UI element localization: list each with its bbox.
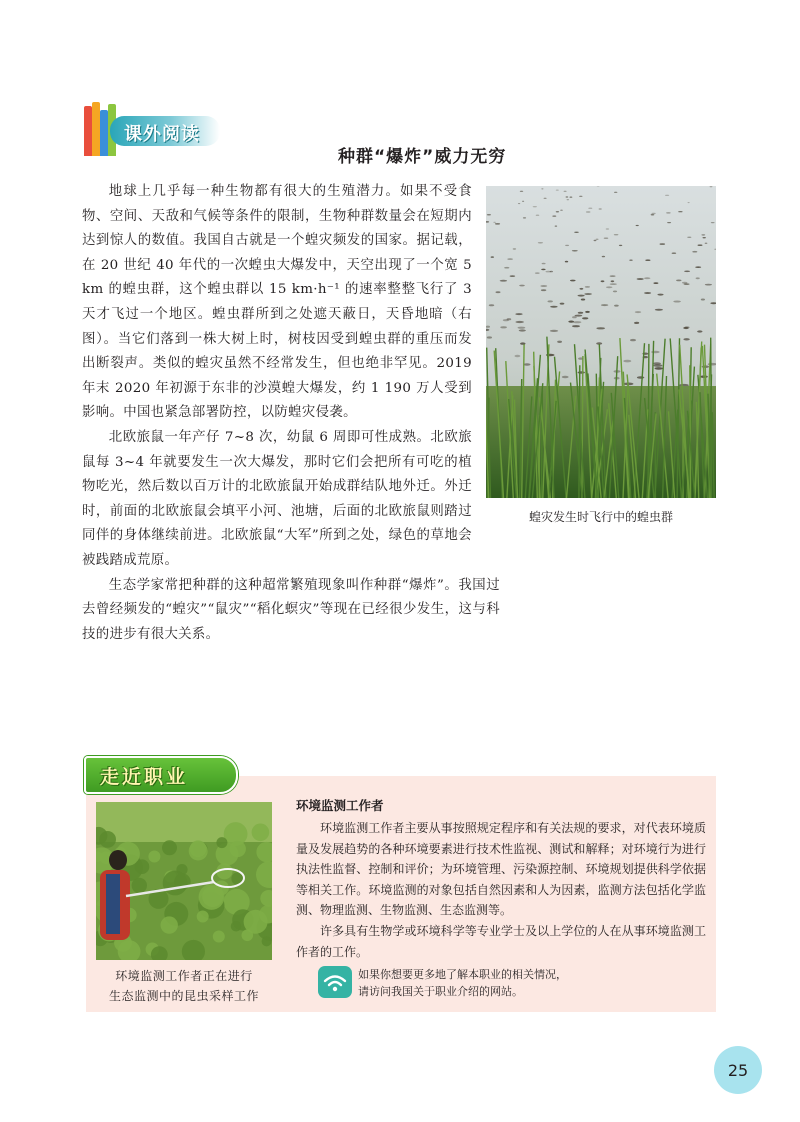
insect-sampling-image <box>96 802 272 960</box>
article-paragraph-1: 地球上几乎每一种生物都有很大的生殖潜力。如果不受食物、空间、天敌和气候等条件的限制，生物种群数量会在短期内达到惊人的数值。我国自古就是一个蝗灾频发的国家。据记载，在 20 世纪 40 年代的一次蝗虫大爆发中，天空出现了一个宽 5 km 的蝗虫群，这个蝗虫群以 15 km·h⁻¹ 的速率整整飞行了 3 天才飞过一个地区。蝗虫群所到之处遮天蔽日，天昏地暗（右图）。当它们落到一株大树上时，树枝因受到蝗虫群的重压而发出断裂声。类似的蝗灾虽然不经常发生，但也绝非罕见。2019 年末 2020 年初源于东非的沙漠蝗大爆发，约 1 190 万人受到影响。中国也紧急部署防控，以防蝗灾侵袭。 <box>82 184 472 421</box>
article-body <box>82 180 500 647</box>
insect-sampling-caption-line1: 环境监测工作者正在进行 <box>115 969 253 983</box>
page-number: 25 <box>714 1046 762 1094</box>
locust-photo-caption: 蝗灾发生时飞行中的蝗虫群 <box>528 510 673 524</box>
article-title: 种群“爆炸”威力无穷 <box>338 147 507 167</box>
locust-swarm-image <box>486 186 716 498</box>
reading-badge <box>110 116 220 146</box>
insect-sampling-caption <box>96 966 272 1006</box>
career-badge <box>84 756 238 794</box>
career-paragraph-1: 环境监测工作者主要从事按照规定程序和有关法规的要求，对代表环境质量及发展趋势的各种环境要素进行技术性监视、测试和解释；对环境行为进行执法性监督、控制和评价；为环境管理、污染源控制、环境规划提供科学依据等相关工作。环境监测的对象包括自然因素和人为因素，监测方法包括化学监测、物理监测、生物监测、生态监测等。 <box>296 821 706 918</box>
career-section-label: 走近职业 <box>100 766 189 788</box>
insect-sampling-caption-line2: 生态监测中的昆虫采样工作 <box>108 989 259 1003</box>
reading-section-banner <box>84 100 224 158</box>
insect-sampling-photo <box>96 802 272 960</box>
wifi-icon <box>318 966 352 998</box>
career-body <box>296 818 706 962</box>
career-paragraph-2: 许多具有生物学或环境科学等专业学士及以上学位的人在从事环境监测工作者的工作。 <box>296 923 706 959</box>
career-section-banner <box>84 756 238 792</box>
article-paragraph-3: 生态学家常把种群的这种超常繁殖现象叫作种群“爆炸”。我国过去曾经频发的“蝗灾”“鼠灾”“稻化螟灾”等现在已经很少发生，这与科技的进步有很大关系。 <box>82 577 500 642</box>
locust-swarm-photo <box>486 186 716 498</box>
reading-section-label: 课外阅读 <box>124 124 200 145</box>
article-paragraph-2: 北欧旅鼠一年产仔 7~8 次，幼鼠 6 周即可性成熟。北欧旅鼠每 3~4 年就要发生一次大爆发，那时它们会把所有可吃的植物吃光，然后数以百万计的北欧旅鼠开始成群结队地外迁。外迁时，前面的北欧旅鼠会填平小河、池塘，后面的北欧旅鼠则踏过同伴的身体继续前进。北欧旅鼠“大军”所到之处，绿色的草地会被践踏成荒原。 <box>82 429 472 568</box>
career-tip-line2: 请访问我国关于职业介绍的网站。 <box>358 985 523 998</box>
career-tip-text <box>358 966 688 1000</box>
career-tip-line1: 如果你想要更多地了解本职业的相关情况， <box>358 968 567 981</box>
career-title: 环境监测工作者 <box>296 798 384 813</box>
